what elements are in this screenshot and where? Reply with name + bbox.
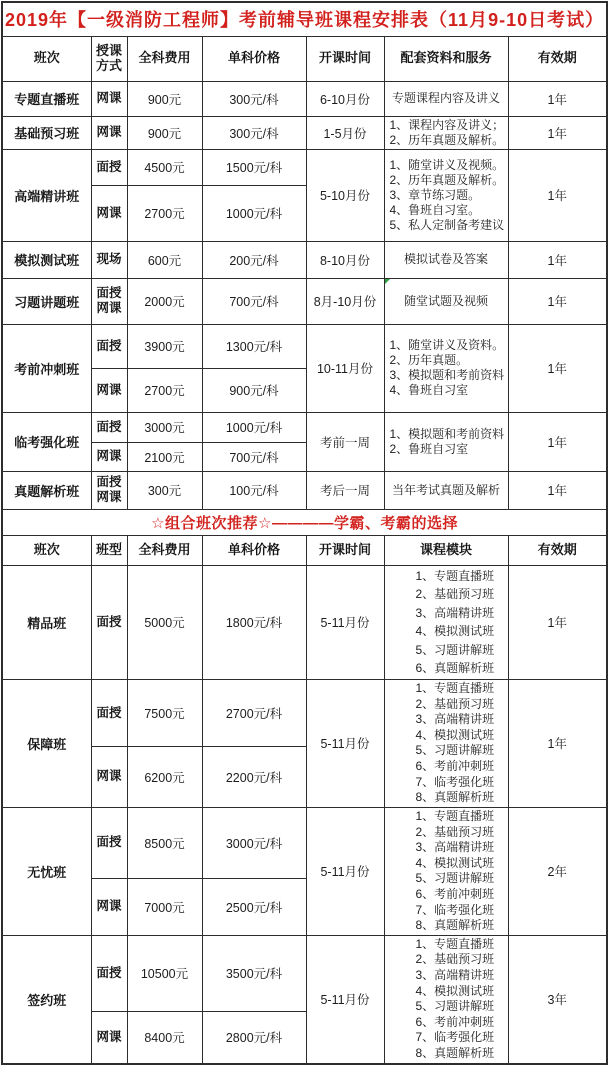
section-banner: ☆组合班次推荐☆————学霸、考霸的选择 — [2, 509, 607, 535]
single-price-cell: 3000元/科 — [202, 807, 306, 878]
full-fee-cell: 600元 — [127, 241, 202, 278]
validity-cell: 1年 — [508, 324, 607, 412]
teach-mode-cell: 网课 — [91, 185, 127, 241]
validity-cell: 1年 — [508, 278, 607, 324]
services-cell: 1、课程内容及讲义； 2、历年真题及解析。 — [384, 116, 508, 149]
col-header-validity: 有效期 — [508, 36, 607, 81]
validity-cell: 1年 — [508, 149, 607, 241]
full-fee-cell: 300元 — [127, 471, 202, 509]
start-time-cell: 5-11月份 — [306, 935, 384, 1063]
col-header-services: 配套资料和服务 — [384, 36, 508, 81]
col-header-full-fee: 全科费用 — [127, 36, 202, 81]
full-fee-cell: 4500元 — [127, 149, 202, 185]
single-price-cell: 100元/科 — [202, 471, 306, 509]
schedule-sheet — [1, 1, 608, 1065]
modules-cell: 1、专题直播班 2、基础预习班 3、高端精讲班 4、模拟测试班 5、习题讲解班 6、考前冲刺班 7、临考强化班 8、真题解析班 — [384, 680, 508, 808]
full-fee-cell: 10500元 — [127, 935, 202, 1011]
table-row — [2, 81, 607, 116]
single-price-cell: 1800元/科 — [202, 565, 306, 680]
full-fee-cell: 3900元 — [127, 324, 202, 368]
class-name-cell: 精品班 — [2, 565, 91, 680]
start-time-cell: 6-10月份 — [306, 81, 384, 116]
single-price-cell: 2500元/科 — [202, 878, 306, 935]
full-fee-cell: 2100元 — [127, 442, 202, 471]
table-row — [2, 324, 607, 368]
table-row — [2, 565, 607, 680]
table-row — [2, 471, 607, 509]
full-fee-cell: 900元 — [127, 81, 202, 116]
teach-mode-cell: 面授 — [91, 324, 127, 368]
col-header-start-time: 开课时间 — [306, 36, 384, 81]
col-header-class: 班次 — [2, 36, 91, 81]
full-fee-cell: 7000元 — [127, 878, 202, 935]
class-type-cell: 面授 — [91, 565, 127, 680]
services-cell: 1、随堂讲义及资料。 2、历年真题。 3、模拟题和考前资料 4、鲁班自习室 — [384, 324, 508, 412]
validity-cell: 1年 — [508, 241, 607, 278]
start-time-cell: 5-11月份 — [306, 807, 384, 935]
validity-cell: 1年 — [508, 412, 607, 471]
class-name-cell: 临考强化班 — [2, 412, 91, 471]
single-price-cell: 900元/科 — [202, 368, 306, 412]
table-row — [2, 412, 607, 442]
col-header-modules: 课程模块 — [384, 535, 508, 565]
class-type-cell: 网课 — [91, 746, 127, 807]
col-header-class-type: 班型 — [91, 535, 127, 565]
full-fee-cell: 7500元 — [127, 680, 202, 747]
full-fee-cell: 2000元 — [127, 278, 202, 324]
services-cell: 模拟试卷及答案 — [384, 241, 508, 278]
teach-mode-cell: 现场 — [91, 241, 127, 278]
col-header-validity: 有效期 — [508, 535, 607, 565]
validity-cell: 2年 — [508, 807, 607, 935]
services-text: 随堂试题及视频 — [403, 293, 488, 308]
single-price-cell: 300元/科 — [202, 116, 306, 149]
teach-mode-cell: 面授 网课 — [91, 278, 127, 324]
class-type-cell: 面授 — [91, 807, 127, 878]
teach-mode-cell: 面授 — [91, 149, 127, 185]
teach-mode-cell: 网课 — [91, 442, 127, 471]
table-row — [2, 116, 607, 149]
class-name-cell: 保障班 — [2, 680, 91, 808]
validity-cell: 1年 — [508, 680, 607, 808]
class-name-cell: 真题解析班 — [2, 471, 91, 509]
col-header-start-time: 开课时间 — [306, 535, 384, 565]
single-price-cell: 700元/科 — [202, 278, 306, 324]
start-time-cell: 考后一周 — [306, 471, 384, 509]
full-fee-cell: 8400元 — [127, 1011, 202, 1063]
full-fee-cell: 900元 — [127, 116, 202, 149]
teach-mode-cell: 面授 — [91, 412, 127, 442]
col-header-single-price: 单科价格 — [202, 36, 306, 81]
modules-cell: 1、专题直播班 2、基础预习班 3、高端精讲班 4、模拟测试班 5、习题讲解班 6、考前冲刺班 7、临考强化班 8、真题解析班 — [384, 935, 508, 1063]
validity-cell: 1年 — [508, 565, 607, 680]
modules-cell: 1、专题直播班 2、基础预习班 3、高端精讲班 4、模拟测试班 5、习题讲解班 6、考前冲刺班 7、临考强化班 8、真题解析班 — [384, 807, 508, 935]
class-name-cell: 习题讲题班 — [2, 278, 91, 324]
single-price-cell: 1000元/科 — [202, 412, 306, 442]
table-row — [2, 935, 607, 1011]
col-header-class: 班次 — [2, 535, 91, 565]
table-row — [2, 149, 607, 185]
modules-cell: 1、专题直播班 2、基础预习班 3、高端精讲班 4、模拟测试班 5、习题讲解班 6、真题解析班 — [384, 565, 508, 680]
single-price-cell: 1500元/科 — [202, 149, 306, 185]
single-price-cell: 200元/科 — [202, 241, 306, 278]
teach-mode-cell: 网课 — [91, 368, 127, 412]
col-header-full-fee: 全科费用 — [127, 535, 202, 565]
validity-cell: 1年 — [508, 116, 607, 149]
start-time-cell: 1-5月份 — [306, 116, 384, 149]
services-cell — [384, 278, 508, 324]
full-fee-cell: 8500元 — [127, 807, 202, 878]
class-name-cell: 基础预习班 — [2, 116, 91, 149]
full-fee-cell: 3000元 — [127, 412, 202, 442]
teach-mode-cell: 网课 — [91, 116, 127, 149]
services-cell: 1、随堂讲义及视频。 2、历年真题及解析。 3、章节练习题。 4、鲁班自习室。 5、私人定制备考建议 — [384, 149, 508, 241]
start-time-cell: 5-11月份 — [306, 565, 384, 680]
single-price-cell: 2700元/科 — [202, 680, 306, 747]
class-type-cell: 网课 — [91, 878, 127, 935]
teach-mode-cell: 面授 网课 — [91, 471, 127, 509]
full-fee-cell: 5000元 — [127, 565, 202, 680]
page-title: 2019年【一级消防工程师】考前辅导班课程安排表（11月9-10日考试） — [2, 2, 607, 36]
class-name-cell: 高端精讲班 — [2, 149, 91, 241]
single-price-cell: 1300元/科 — [202, 324, 306, 368]
start-time-cell: 10-11月份 — [306, 324, 384, 412]
class-name-cell: 专题直播班 — [2, 81, 91, 116]
single-price-cell: 3500元/科 — [202, 935, 306, 1011]
validity-cell: 1年 — [508, 81, 607, 116]
single-price-cell: 300元/科 — [202, 81, 306, 116]
services-cell: 当年考试真题及解析 — [384, 471, 508, 509]
start-time-cell: 5-11月份 — [306, 680, 384, 808]
class-type-cell: 面授 — [91, 680, 127, 747]
class-type-cell: 面授 — [91, 935, 127, 1011]
table-row — [2, 278, 607, 324]
col-header-teach-mode: 授课方式 — [91, 36, 127, 81]
full-fee-cell: 2700元 — [127, 185, 202, 241]
table-row — [2, 680, 607, 747]
start-time-cell: 5-10月份 — [306, 149, 384, 241]
start-time-cell: 8-10月份 — [306, 241, 384, 278]
single-price-cell: 1000元/科 — [202, 185, 306, 241]
cell-note-marker — [385, 279, 390, 284]
full-fee-cell: 6200元 — [127, 746, 202, 807]
validity-cell: 1年 — [508, 471, 607, 509]
start-time-cell: 考前一周 — [306, 412, 384, 471]
table-row — [2, 241, 607, 278]
services-cell: 1、模拟题和考前资料 2、鲁班自习室 — [384, 412, 508, 471]
class-type-cell: 网课 — [91, 1011, 127, 1063]
table-row — [2, 807, 607, 878]
schedule-table — [1, 1, 608, 1065]
single-price-cell: 700元/科 — [202, 442, 306, 471]
start-time-cell: 8月-10月份 — [306, 278, 384, 324]
teach-mode-cell: 网课 — [91, 81, 127, 116]
single-price-cell: 2800元/科 — [202, 1011, 306, 1063]
class-name-cell: 模拟测试班 — [2, 241, 91, 278]
col-header-single-price: 单科价格 — [202, 535, 306, 565]
full-fee-cell: 2700元 — [127, 368, 202, 412]
single-price-cell: 2200元/科 — [202, 746, 306, 807]
validity-cell: 3年 — [508, 935, 607, 1063]
class-name-cell: 签约班 — [2, 935, 91, 1063]
class-name-cell: 考前冲刺班 — [2, 324, 91, 412]
class-name-cell: 无忧班 — [2, 807, 91, 935]
services-cell: 专题课程内容及讲义 — [384, 81, 508, 116]
